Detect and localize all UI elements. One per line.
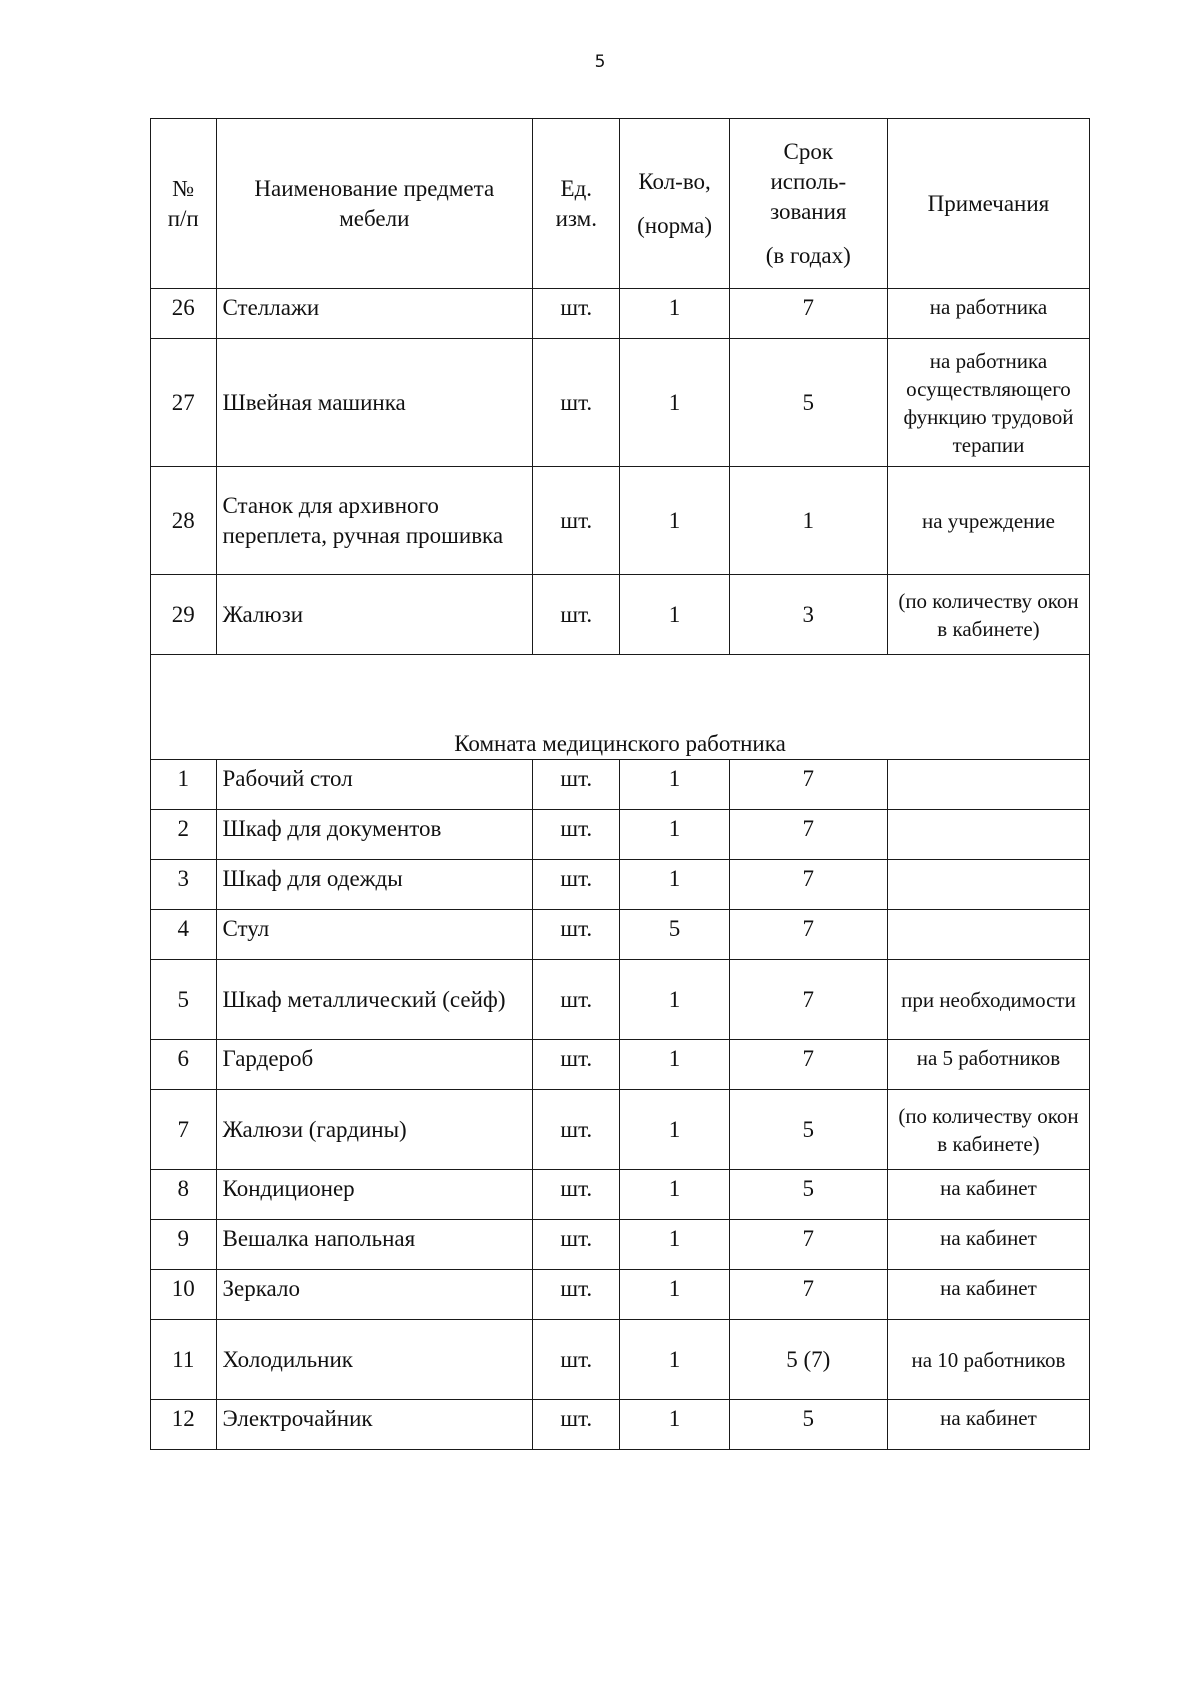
header-term-line: (в годах) — [765, 242, 851, 268]
cell-term: 7 — [729, 810, 887, 860]
cell-term: 7 — [729, 1040, 887, 1090]
cell-note: на кабинет — [887, 1270, 1089, 1320]
cell-term: 5 — [729, 1400, 887, 1450]
cell-name: Вешалка напольная — [216, 1220, 533, 1270]
section-row — [151, 655, 1090, 760]
cell-term: 1 — [729, 467, 887, 575]
cell-term: 3 — [729, 575, 887, 655]
cell-name: Стеллажи — [216, 289, 533, 339]
cell-note: (по количеству окон в кабинете) — [887, 575, 1089, 655]
cell-term: 5 — [729, 339, 887, 467]
header-num-line: № — [172, 175, 195, 201]
cell-unit: шт. — [533, 467, 620, 575]
cell-note — [887, 910, 1089, 960]
cell-qty: 1 — [620, 810, 729, 860]
cell-qty: 1 — [620, 339, 729, 467]
section-title: Комната медицинского работника — [151, 655, 1090, 760]
cell-unit: шт. — [533, 1170, 620, 1220]
header-name-line: Наименование предмета — [254, 175, 495, 201]
cell-term: 7 — [729, 960, 887, 1040]
cell-term: 7 — [729, 1270, 887, 1320]
table-row — [151, 860, 1090, 910]
cell-name: Стул — [216, 910, 533, 960]
furniture-table — [150, 118, 1090, 1450]
cell-term: 5 — [729, 1090, 887, 1170]
cell-unit: шт. — [533, 760, 620, 810]
page-number: 5 — [594, 52, 606, 72]
cell-note: на 5 работников — [887, 1040, 1089, 1090]
cell-num: 9 — [151, 1220, 217, 1270]
cell-term: 5 (7) — [729, 1320, 887, 1400]
cell-qty: 1 — [620, 1090, 729, 1170]
table-row — [151, 1400, 1090, 1450]
cell-qty: 1 — [620, 960, 729, 1040]
header-term-line: исполь- — [770, 168, 847, 194]
cell-num: 6 — [151, 1040, 217, 1090]
header-unit — [533, 119, 620, 289]
cell-qty: 1 — [620, 760, 729, 810]
cell-note: на 10 работников — [887, 1320, 1089, 1400]
header-name-line: мебели — [339, 205, 410, 231]
cell-note: на учреждение — [887, 467, 1089, 575]
cell-note: (по количеству окон в кабинете) — [887, 1090, 1089, 1170]
cell-num: 28 — [151, 467, 217, 575]
cell-qty: 1 — [620, 575, 729, 655]
cell-note — [887, 860, 1089, 910]
cell-qty: 1 — [620, 1320, 729, 1400]
cell-name: Электрочайник — [216, 1400, 533, 1450]
table-row — [151, 1040, 1090, 1090]
cell-name: Гардероб — [216, 1040, 533, 1090]
cell-qty: 1 — [620, 467, 729, 575]
cell-num: 1 — [151, 760, 217, 810]
cell-term: 7 — [729, 1220, 887, 1270]
header-name — [216, 119, 533, 289]
table-row — [151, 810, 1090, 860]
table-row — [151, 1170, 1090, 1220]
cell-name: Шкаф для одежды — [216, 860, 533, 910]
cell-name: Зеркало — [216, 1270, 533, 1320]
header-note: Примечания — [887, 119, 1089, 289]
header-unit-line: Ед. — [560, 175, 593, 201]
cell-num: 8 — [151, 1170, 217, 1220]
cell-num: 29 — [151, 575, 217, 655]
header-qty-line: Кол-во, — [638, 168, 711, 194]
cell-unit: шт. — [533, 1220, 620, 1270]
cell-name: Шкаф металлический (сейф) — [216, 960, 533, 1040]
cell-qty: 1 — [620, 1270, 729, 1320]
cell-unit: шт. — [533, 1320, 620, 1400]
cell-num: 11 — [151, 1320, 217, 1400]
cell-num: 10 — [151, 1270, 217, 1320]
table-row — [151, 960, 1090, 1040]
cell-name: Холодильник — [216, 1320, 533, 1400]
table-row — [151, 467, 1090, 575]
cell-qty: 5 — [620, 910, 729, 960]
cell-unit: шт. — [533, 960, 620, 1040]
cell-qty: 1 — [620, 1400, 729, 1450]
table-row — [151, 1090, 1090, 1170]
header-qty-line: (норма) — [637, 212, 712, 238]
cell-unit: шт. — [533, 1400, 620, 1450]
header-term-line: Срок — [783, 138, 834, 164]
cell-term: 7 — [729, 860, 887, 910]
cell-name: Жалюзи — [216, 575, 533, 655]
table-row — [151, 575, 1090, 655]
cell-qty: 1 — [620, 1040, 729, 1090]
header-num — [151, 119, 217, 289]
cell-name: Шкаф для документов — [216, 810, 533, 860]
cell-name: Швейная машинка — [216, 339, 533, 467]
cell-unit: шт. — [533, 1090, 620, 1170]
cell-num: 7 — [151, 1090, 217, 1170]
table-row — [151, 339, 1090, 467]
cell-unit: шт. — [533, 910, 620, 960]
cell-note: на кабинет — [887, 1170, 1089, 1220]
cell-note: при необходимости — [887, 960, 1089, 1040]
cell-name: Станок для архивного переплета, ручная прошивка — [216, 467, 533, 575]
cell-num: 12 — [151, 1400, 217, 1450]
cell-unit: шт. — [533, 1270, 620, 1320]
cell-qty: 1 — [620, 1170, 729, 1220]
cell-unit: шт. — [533, 860, 620, 910]
header-term — [729, 119, 887, 289]
cell-unit: шт. — [533, 810, 620, 860]
header-term-line: зования — [770, 198, 847, 224]
table-row — [151, 760, 1090, 810]
cell-term: 7 — [729, 289, 887, 339]
header-num-line: п/п — [167, 205, 199, 231]
cell-note — [887, 810, 1089, 860]
cell-name: Жалюзи (гардины) — [216, 1090, 533, 1170]
cell-note: на кабинет — [887, 1220, 1089, 1270]
cell-note: на кабинет — [887, 1400, 1089, 1450]
cell-num: 2 — [151, 810, 217, 860]
cell-name: Рабочий стол — [216, 760, 533, 810]
cell-note — [887, 760, 1089, 810]
cell-qty: 1 — [620, 289, 729, 339]
table-row — [151, 1270, 1090, 1320]
table-row — [151, 289, 1090, 339]
cell-num: 4 — [151, 910, 217, 960]
cell-qty: 1 — [620, 860, 729, 910]
table-header-row — [151, 119, 1090, 289]
cell-num: 26 — [151, 289, 217, 339]
cell-unit: шт. — [533, 1040, 620, 1090]
cell-num: 5 — [151, 960, 217, 1040]
cell-unit: шт. — [533, 339, 620, 467]
cell-term: 7 — [729, 760, 887, 810]
table-row — [151, 1220, 1090, 1270]
cell-note: на работника — [887, 289, 1089, 339]
header-qty — [620, 119, 729, 289]
cell-note: на работника осуществляющего функцию трудовой терапии — [887, 339, 1089, 467]
cell-term: 5 — [729, 1170, 887, 1220]
table-row — [151, 910, 1090, 960]
header-unit-line: изм. — [555, 205, 597, 231]
cell-qty: 1 — [620, 1220, 729, 1270]
cell-unit: шт. — [533, 289, 620, 339]
cell-term: 7 — [729, 910, 887, 960]
cell-unit: шт. — [533, 575, 620, 655]
table-row — [151, 1320, 1090, 1400]
cell-name: Кондиционер — [216, 1170, 533, 1220]
cell-num: 27 — [151, 339, 217, 467]
cell-num: 3 — [151, 860, 217, 910]
